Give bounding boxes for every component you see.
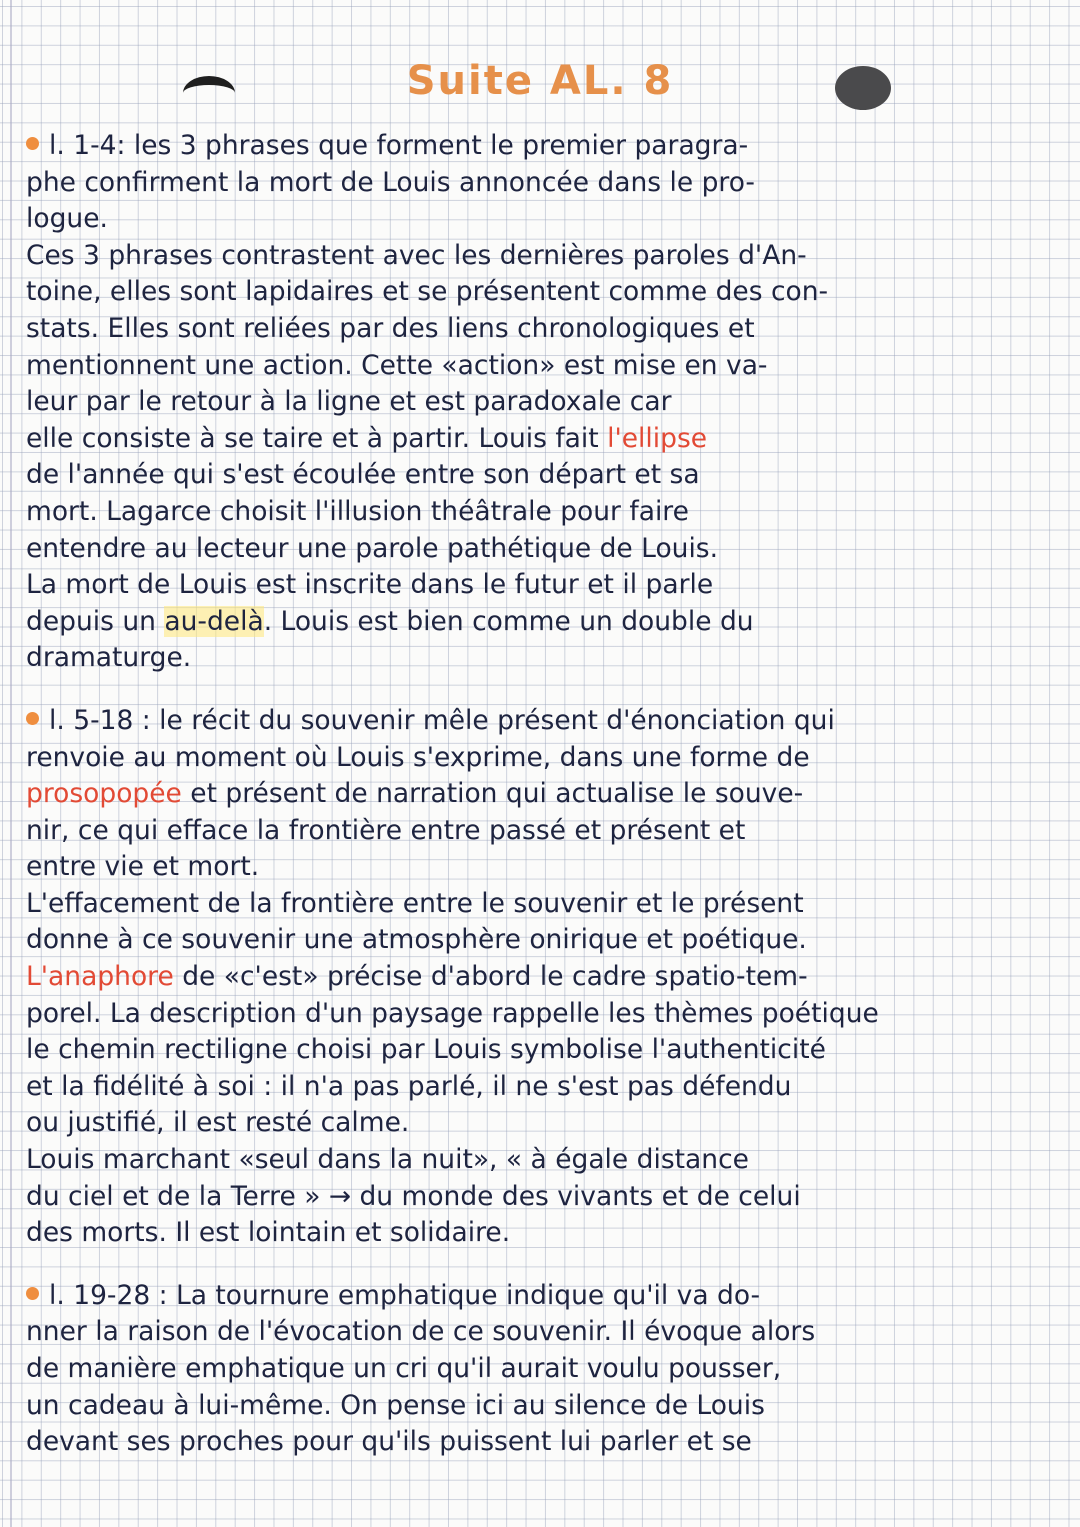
note-line [26, 421, 1062, 458]
note-line [26, 1351, 1062, 1388]
note-line [26, 740, 1062, 777]
line-text: dramaturge. [26, 642, 192, 674]
note-line [26, 238, 1062, 275]
note-line [26, 640, 1062, 677]
line-text: l. 1-4: les 3 phrases que forment le premier paragra- [49, 130, 749, 161]
note-paragraph [26, 1278, 1062, 1461]
line-text: Louis marchant «seul dans la nuit», « à égale distance [26, 1144, 749, 1176]
note-line [26, 494, 1062, 531]
note-paragraph [26, 703, 1062, 1252]
line-text: porel. La description d'un paysage rappelle les thèmes poétique [26, 997, 879, 1029]
line-text: L'effacement de la frontière entre le souvenir et le présent [26, 887, 804, 919]
note-line [26, 813, 1062, 850]
line-text: elle consiste à se taire et à partir. Louis fait [26, 422, 608, 454]
note-line [26, 165, 1062, 202]
note-line [26, 1424, 1062, 1461]
note-line [26, 457, 1062, 494]
note-line [26, 1032, 1062, 1069]
note-line [26, 922, 1062, 959]
line-text: renvoie au moment où Louis s'exprime, dans une forme de [26, 741, 810, 773]
note-line [26, 849, 1062, 886]
note-line [26, 886, 1062, 923]
note-line [26, 1314, 1062, 1351]
note-paragraph [26, 128, 1062, 677]
margin-line [10, 0, 12, 1527]
line-text: . Louis est bien comme un double du [263, 605, 754, 637]
key-term: prosopopée [26, 778, 182, 810]
highlighted-term: au-delà [164, 605, 264, 637]
line-text: le chemin rectiligne choisi par Louis symbolise l'authenticité [26, 1034, 826, 1066]
bullet-dot-icon [26, 712, 39, 725]
note-line [26, 703, 1062, 740]
note-line [26, 567, 1062, 604]
line-text: depuis un [26, 605, 165, 637]
note-line [26, 348, 1062, 385]
line-text: mentionnent une action. Cette «action» est mise en va- [26, 349, 768, 381]
note-line [26, 1069, 1062, 1106]
bullet-dot-icon [26, 137, 39, 150]
note-line [26, 311, 1062, 348]
line-text: du ciel et de la Terre » → du monde des vivants et de celui [26, 1180, 801, 1212]
line-text: mort. Lagarce choisit l'illusion théâtrale pour faire [26, 495, 689, 527]
line-text: stats. Elles sont reliées par des liens chronologiques et [26, 312, 755, 344]
note-line [26, 959, 1062, 996]
line-text: entendre au lecteur une parole pathétique de Louis. [26, 532, 719, 564]
note-line [26, 1105, 1062, 1142]
note-line [26, 1142, 1062, 1179]
line-text: de l'année qui s'est écoulée entre son départ et sa [26, 459, 700, 491]
line-text: de «c'est» précise d'abord le cadre spatio-tem- [173, 961, 808, 993]
note-line [26, 274, 1062, 311]
line-text: un cadeau à lui-même. On pense ici au silence de Louis [26, 1389, 765, 1421]
line-text: phe confirment la mort de Louis annoncée dans le pro- [26, 166, 755, 198]
note-line [26, 1179, 1062, 1216]
line-text: devant ses proches pour qu'ils puissent lui parler et se [26, 1426, 752, 1458]
note-line [26, 1215, 1062, 1252]
note-line [26, 1278, 1062, 1315]
notes-body [26, 128, 1062, 1487]
note-line [26, 1388, 1062, 1425]
page-title: Suite AL. 8 [406, 58, 674, 104]
line-text: Ces 3 phrases contrastent avec les dernières paroles d'An- [26, 239, 807, 271]
note-line [26, 128, 1062, 165]
bullet-dot-icon [26, 1287, 39, 1300]
line-text: des morts. Il est lointain et solidaire. [26, 1217, 511, 1249]
note-line [26, 384, 1062, 421]
line-text: nner la raison de l'évocation de ce souvenir. Il évoque alors [26, 1316, 816, 1348]
line-text: ou justifié, il est resté calme. [26, 1107, 410, 1139]
line-text: et la fidélité à soi : il n'a pas parlé, il ne s'est pas défendu [26, 1070, 792, 1102]
key-term: L'anaphore [26, 961, 174, 993]
line-text: donne à ce souvenir une atmosphère onirique et poétique. [26, 924, 807, 956]
line-text: toine, elles sont lapidaires et se présentent comme des con- [26, 276, 829, 308]
line-text: l. 19-28 : La tournure emphatique indique qu'il va do- [49, 1279, 761, 1311]
note-line [26, 531, 1062, 568]
note-line [26, 201, 1062, 238]
key-term: l'ellipse [607, 422, 708, 454]
line-text: La mort de Louis est inscrite dans le futur et il parle [26, 569, 714, 601]
line-text: l. 5-18 : le récit du souvenir mêle présent d'énonciation qui [49, 704, 835, 736]
note-line [26, 996, 1062, 1033]
line-text: et présent de narration qui actualise le souve- [181, 778, 804, 810]
line-text: leur par le retour à la ligne et est paradoxale car [26, 386, 672, 418]
line-text: nir, ce qui efface la frontière entre passé et présent et [26, 814, 746, 846]
line-text: logue. [26, 203, 108, 235]
line-text: entre vie et mort. [26, 851, 260, 883]
note-line [26, 604, 1062, 641]
line-text: de manière emphatique un cri qu'il aurait voulu pousser, [26, 1353, 782, 1384]
note-line [26, 776, 1062, 813]
